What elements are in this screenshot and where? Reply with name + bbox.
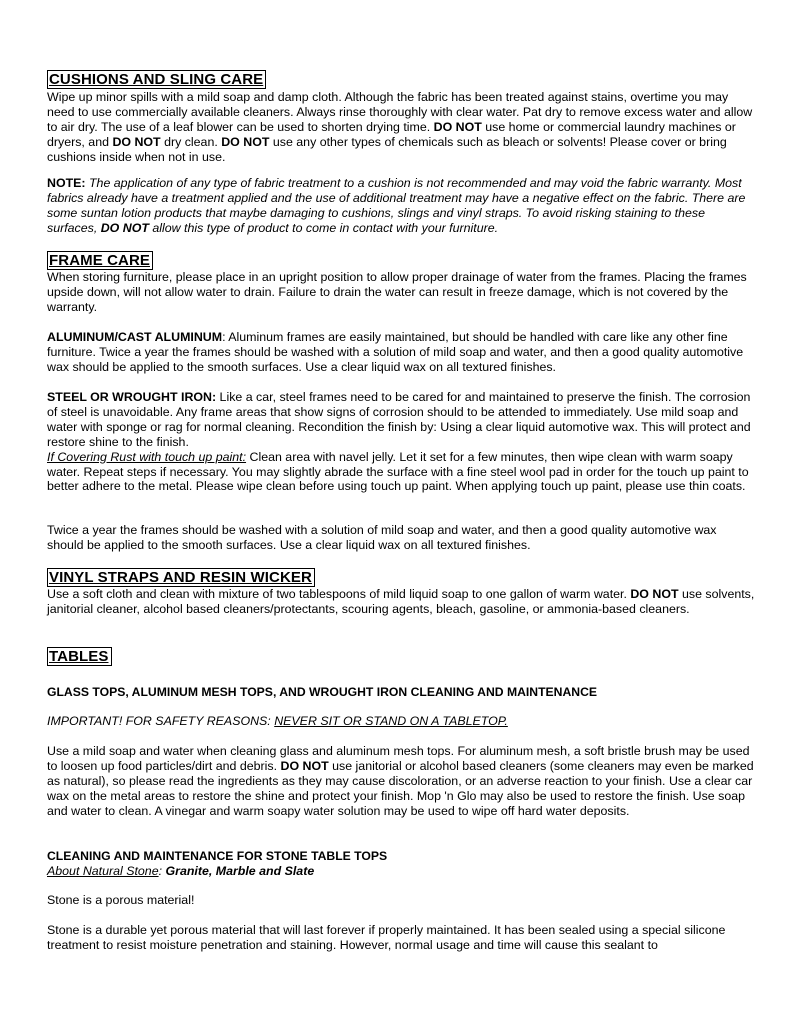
paragraph-stone-durable: Stone is a durable yet porous material that will last forever if properly maintained. It has been sealed using a special silicone treatment to resist moisture penetration and staining. However, normal usage and time will cause this sealant to <box>47 923 726 952</box>
paragraph-aluminum: ALUMINUM/CAST ALUMINUM: Aluminum frames are easily maintained, but should be handled with care like any other fine furniture. Twice a year the frames should be washed with a solution of mild soap and water, and then a good quality automotive wax should be applied to the smooth surfaces. Use a clear liquid wax on all textured finishes. <box>47 330 744 374</box>
paragraph-cushions-care: Wipe up minor spills with a mild soap and damp cloth. Although the fabric has been treated against stains, overtime you may need to use commercially available cleaners. Always rinse thoroughly with clear water. Pat dry to remove excess water and allow to air dry. The use of a leaf blower can be used to shorten drying time. DO NOT use home or commercial laundry machines or dryers, and DO NOT dry clean. DO NOT use any other types of chemicals such as bleach or solvents! Please cover or bring cushions inside when not in use. <box>47 90 753 164</box>
paragraph-twice-a-year: Twice a year the frames should be washed with a solution of mild soap and water, and then a good quality automotive wax should be applied to the smooth surfaces. Use a clear liquid wax on all textured finishes. <box>47 523 717 552</box>
heading-cushions: CUSHIONS AND SLING CARE <box>47 70 266 89</box>
subheading-stone-tops: CLEANING AND MAINTENANCE FOR STONE TABLE TOPS <box>47 849 388 863</box>
about-natural-stone: About Natural Stone: Granite, Marble and Slate <box>47 864 315 878</box>
heading-frame-care: FRAME CARE <box>47 251 153 270</box>
safety-warning: IMPORTANT! FOR SAFETY REASONS: NEVER SIT OR STAND ON A TABLETOP. <box>47 714 508 728</box>
paragraph-glass-cleaning: Use a mild soap and water when cleaning glass and aluminum mesh tops. For aluminum mesh, a soft bristle brush may be used to loosen up food particles/dirt and debris. DO NOT use janitorial or alcohol based cleaners (some cleaners may even be marked as natural), so please read the ingredients as they may cause discoloration, or an adverse reaction to your finish. Use a clear car wax on the metal areas to restore the shine and protect your finish. Mop 'n Glo may also be used to restore the finish. Use soap and water to clean. A vinegar and warm soapy water solution may be used to wipe off hard water deposits. <box>47 744 754 818</box>
paragraph-note: NOTE: The application of any type of fabric treatment to a cushion is not recommended and may void the fabric warranty. Most fabrics already have a treatment applied and the use of additional treatment may have a negative effect on the fabric. There are some suntan lotion products that maybe damaging to cushions, slings and vinyl straps. To avoid risking staining to these surfaces, DO NOT allow this type of product to come in contact with your furniture. <box>47 176 746 235</box>
paragraph-steel: STEEL OR WROUGHT IRON: Like a car, steel frames need to be cared for and maintained to preserve the finish. The corrosion of steel is unavoidable. Any frame areas that show signs of corrosion should to be attended to immediately. Use mild soap and water with sponge or rag for normal cleaning. Recondition the finish by: Using a clear liquid automotive wax. This will protect and restore shine to the finish. If Covering Rust with touch up paint: Clean area with navel jelly. Let it set for a few minutes, then wipe clean with warm soapy water. Repeat steps if necessary. You may slightly abrade the surface with a fine steel wool pad in order for the touch up paint to better adhere to the metal. Please wipe clean before using touch up paint. When applying touch up paint, please use thin coats. <box>47 390 751 494</box>
heading-tables: TABLES <box>47 647 112 666</box>
stone-porous-line: Stone is a porous material! <box>47 893 195 907</box>
heading-vinyl-straps: VINYL STRAPS AND RESIN WICKER <box>47 568 315 587</box>
paragraph-vinyl: Use a soft cloth and clean with mixture of two tablespoons of mild liquid soap to one gallon of warm water. DO NOT use solvents, janitorial cleaner, alcohol based cleaners/protectants, scouring agents, bleach, gasoline, or ammonia-based cleaners. <box>47 587 755 616</box>
paragraph-frame-storing: When storing furniture, please place in an upright position to allow proper drainage of water from the frames. Placing the frames upside down, will not allow water to drain. Failure to drain the water can result in freeze damage, which is not covered by the warranty. <box>47 270 747 314</box>
subheading-glass-tops: GLASS TOPS, ALUMINUM MESH TOPS, AND WROUGHT IRON CLEANING AND MAINTENANCE <box>47 685 598 699</box>
